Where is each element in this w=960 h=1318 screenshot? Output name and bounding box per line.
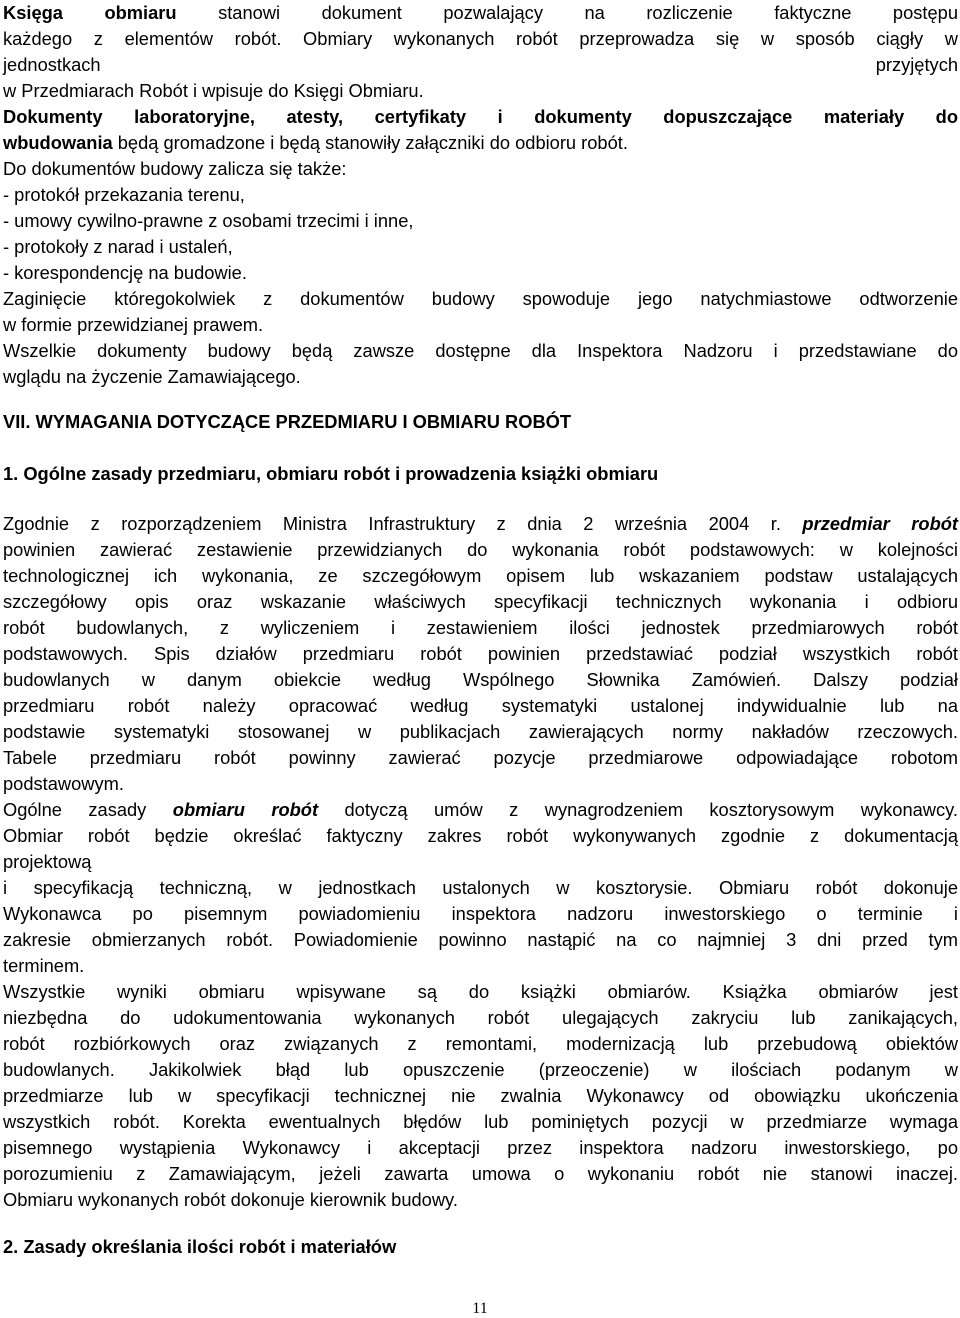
list-item: - korespondencję na budowie.	[3, 262, 247, 283]
list-item: - umowy cywilno-prawne z osobami trzecimi i inne,	[3, 210, 414, 231]
paragraph-do-dokumentow: Do dokumentów budowy zalicza się także: - protokół przekazania terenu, - umowy cywilno-prawne z osobami trzecimi i inne, - protokoły z narad i ustaleń, - korespondencję na budowie.	[3, 156, 958, 286]
paragraph-wszystkie: Wszystkie wyniki obmiaru wpisywane są do książki obmiarów. Książka obmiarów jest niezbędna do udokumentowania wykonanych robót ulegających zakryciu lub zanikających, robót rozbiórkowych oraz związanych z remontami, modernizacją lub przebudową obiektów budowlanych. Jakikolwiek błąd lub opuszczenie (przeoczenie) w ilościach podanym w przedmiarze lub w specyfikacji technicznej nie zwalnia Wykonawcy od obowiązku ukończenia wszystkich robót. Korekta ewentualnych błędów lub pominiętych pozycji w przedmiarze wymaga pisemnego wystąpienia Wykonawcy i akceptacji przez inspektora nadzoru inwestorskiego, po porozumieniu z Zamawiającym, jeżeli zawarta umowa o wykonaniu robót nie stanowi inaczej. Obmiaru wykonanych robót dokonuje kierownik budowy.	[3, 981, 958, 1210]
list-item: - protokół przekazania terenu,	[3, 184, 245, 205]
ksiega-term: Księga obmiaru	[3, 2, 177, 23]
paragraph-ksiega: Księga obmiaru stanowi dokument pozwalający na rozliczenie faktyczne postępu każdego z elementów robót. Obmiary wykonanych robót przeprowadza się w sposób ciągły w jednostkach przyjętych w Przedmiarach Robót i wpisuje do Księgi Obmiaru.	[3, 2, 958, 101]
main-body	[3, 511, 958, 1213]
paragraph-zgodnie: Zgodnie z rozporządzeniem Ministra Infrastruktury z dnia 2 września 2004 r. przedmiar robót powinien zawierać zestawienie przewidzianych do wykonania robót podstawowych: w kolejności technologicznej ich wykonania, ze szczegółowym opisem lub wskazaniem podstaw ustalających szczegółowy opis oraz wskazanie właściwych specyfikacji technicznych wykonania i odbioru robót budowlanych, z wyliczeniem i zestawieniem ilości jednostek przedmiarowych robót podstawowych. Spis działów przedmiaru robót powinien przedstawiać podział wszystkich robót budowlanych w danym obiekcie według Wspólnego Słownika Zamówień. Dalszy podział przedmiaru robót należy opracować według systematyki ustalonej indywidualnie lub na podstawie systematyki stosowanej w publikacjach zawierających normy nakładów rzeczowych.	[3, 513, 958, 742]
page-number: 11	[472, 1300, 488, 1317]
przedmiar-term: przedmiar robót	[802, 513, 958, 534]
paragraph-dokumenty: Dokumenty laboratoryjne, atesty, certyfikaty i dokumenty dopuszczające materiały do wbudowania będą gromadzone i będą stanowiły załączniki do odbioru robót.	[3, 106, 958, 153]
paragraph-ogolne: Ogólne zasady obmiaru robót dotyczą umów z wynagrodzeniem kosztorysowym wykonawcy.	[3, 799, 958, 820]
list-item: - protokoły z narad i ustaleń,	[3, 236, 233, 257]
section-heading-vii: VII. WYMAGANIA DOTYCZĄCE PRZEDMIARU I OBMIARU ROBÓT	[3, 411, 572, 432]
paragraph-wszelkie: Wszelkie dokumenty budowy będą zawsze dostępne dla Inspektora Nadzoru i przedstawiane do wglądu na życzenie Zamawiającego.	[3, 340, 958, 387]
paragraph-tabele: Tabele przedmiaru robót powinny zawierać pozycje przedmiarowe odpowiadające robotom podstawowym.	[3, 747, 958, 794]
paragraph-zaginiecie: Zaginięcie któregokolwiek z dokumentów budowy spowoduje jego natychmiastowe odtworzenie w formie przewidzianej prawem.	[3, 288, 958, 335]
paragraph-obmiar: Obmiar robót będzie określać faktyczny zakres robót wykonywanych zgodnie z dokumentacją projektową i specyfikacją techniczną, w jednostkach ustalonych w kosztorysie. Obmiaru robót dokonuje Wykonawca po pisemnym powiadomieniu inspektora nadzoru inwestorskiego o terminie i zakresie obmierzanych robót. Powiadomienie powinno nastąpić na co najmniej 3 dni przed tym terminem.	[3, 825, 958, 976]
subsection-heading-1: 1. Ogólne zasady przedmiaru, obmiaru robót i prowadzenia książki obmiaru	[3, 463, 659, 484]
obmiar-term: obmiaru robót	[172, 799, 319, 820]
subsection-heading-2: 2. Zasady określania ilości robót i materiałów	[3, 1236, 397, 1257]
intro-block	[3, 0, 958, 390]
